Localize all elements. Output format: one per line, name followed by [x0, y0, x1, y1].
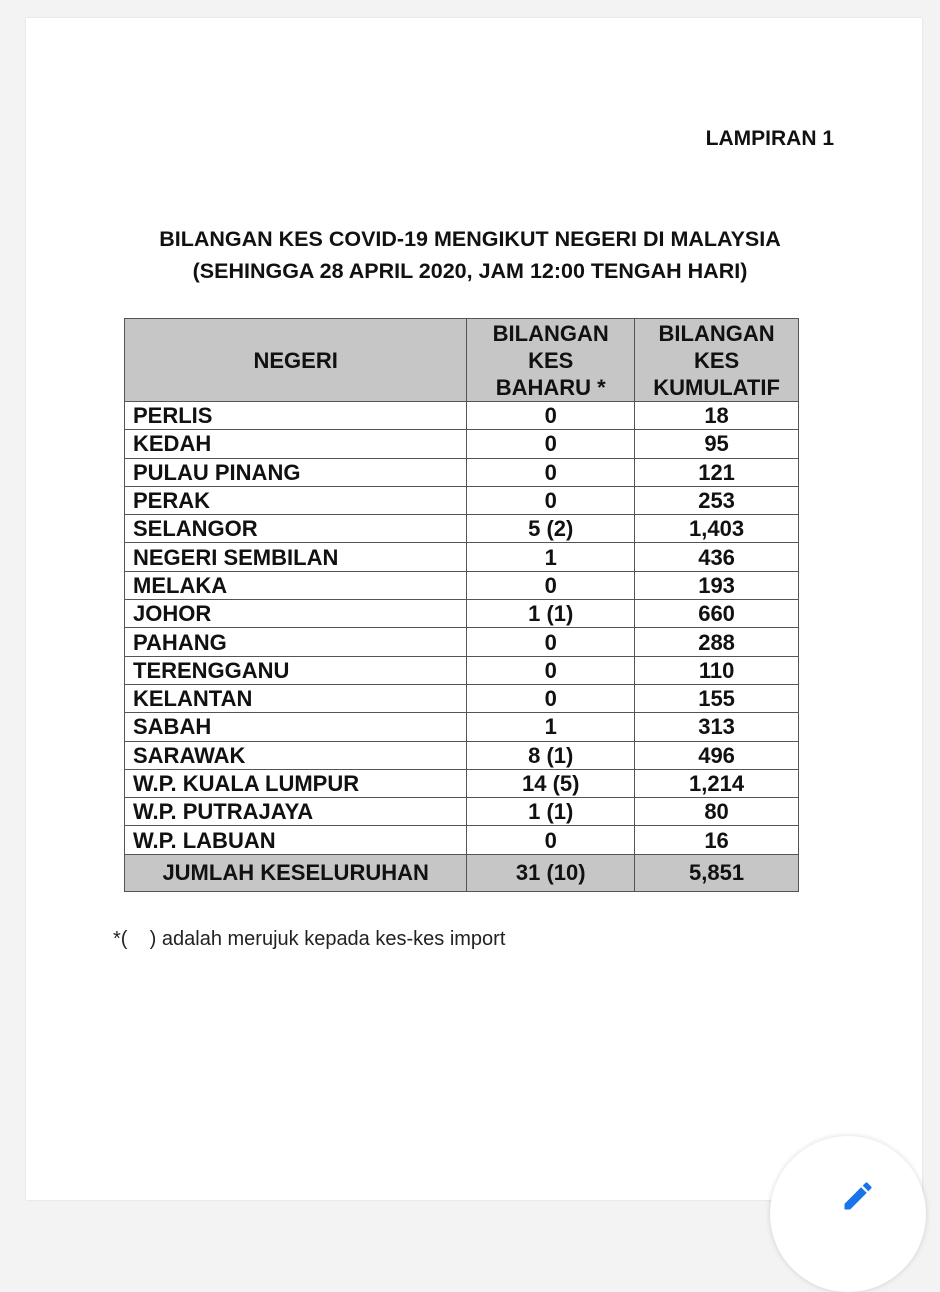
table-row: [125, 826, 799, 854]
table-row: [125, 430, 799, 458]
header-kes-kumulatif-line: BILANGAN: [658, 320, 775, 346]
footnote: *( ) adalah merujuk kepada kes-kes import: [113, 928, 506, 950]
table-row: [125, 741, 799, 769]
cell-baharu: 0: [467, 684, 635, 712]
header-kes-baharu-line: BILANGAN: [492, 320, 609, 346]
table-row: [125, 515, 799, 543]
cell-negeri: MELAKA: [125, 571, 467, 599]
cell-baharu: 1 (1): [467, 600, 635, 628]
document-title: [0, 223, 940, 287]
cell-kumulatif: 18: [635, 402, 799, 430]
header-kes-baharu: [467, 319, 635, 402]
cell-baharu: 1 (1): [467, 798, 635, 826]
cell-baharu: 0: [467, 402, 635, 430]
cell-baharu: 5 (2): [467, 515, 635, 543]
cell-kumulatif: 193: [635, 571, 799, 599]
table-row: [125, 628, 799, 656]
cell-negeri: W.P. PUTRAJAYA: [125, 798, 467, 826]
edit-pencil-icon: [840, 1178, 876, 1214]
cell-kumulatif: 1,214: [635, 769, 799, 797]
table-row: [125, 571, 799, 599]
cell-kumulatif: 436: [635, 543, 799, 571]
cell-negeri: W.P. KUALA LUMPUR: [125, 769, 467, 797]
table-row: [125, 713, 799, 741]
cell-negeri: TERENGGANU: [125, 656, 467, 684]
table-row: [125, 543, 799, 571]
cell-kumulatif: 16: [635, 826, 799, 854]
cell-baharu: 8 (1): [467, 741, 635, 769]
cell-baharu: 1: [467, 543, 635, 571]
table-total-row: [125, 854, 799, 891]
cell-negeri: PERAK: [125, 486, 467, 514]
cell-negeri: SABAH: [125, 713, 467, 741]
cell-baharu: 0: [467, 628, 635, 656]
cell-negeri: PULAU PINANG: [125, 458, 467, 486]
header-kes-baharu-line: KES: [528, 347, 574, 373]
cell-baharu: 0: [467, 458, 635, 486]
cell-kumulatif: 95: [635, 430, 799, 458]
table-row: [125, 769, 799, 797]
cell-kumulatif: 1,403: [635, 515, 799, 543]
table-row: [125, 656, 799, 684]
table-row: [125, 402, 799, 430]
cell-kumulatif: 80: [635, 798, 799, 826]
cases-table: [124, 318, 799, 892]
table-body: [125, 402, 799, 892]
cell-kumulatif: 288: [635, 628, 799, 656]
table-header-row: [125, 319, 799, 402]
title-line-1: BILANGAN KES COVID-19 MENGIKUT NEGERI DI MALAYSIA: [159, 227, 781, 251]
cell-kumulatif: 121: [635, 458, 799, 486]
cell-negeri: SELANGOR: [125, 515, 467, 543]
cell-kumulatif: 110: [635, 656, 799, 684]
title-line-2: (SEHINGGA 28 APRIL 2020, JAM 12:00 TENGAH HARI): [192, 259, 748, 283]
table-row: [125, 684, 799, 712]
edit-fab-button[interactable]: [770, 1136, 926, 1292]
header-kes-kumulatif: [635, 319, 799, 402]
cell-negeri: KELANTAN: [125, 684, 467, 712]
lampiran-label: LAMPIRAN 1: [705, 127, 834, 150]
cell-negeri: PAHANG: [125, 628, 467, 656]
table-row: [125, 798, 799, 826]
cell-baharu: 0: [467, 486, 635, 514]
cell-negeri: NEGERI SEMBILAN: [125, 543, 467, 571]
cell-baharu: 0: [467, 571, 635, 599]
table-row: [125, 458, 799, 486]
total-baharu: 31 (10): [467, 854, 635, 891]
table-row: [125, 600, 799, 628]
header-negeri: NEGERI: [125, 319, 467, 402]
cell-negeri: JOHOR: [125, 600, 467, 628]
cell-baharu: 0: [467, 430, 635, 458]
cell-negeri: SARAWAK: [125, 741, 467, 769]
header-kes-baharu-line: BAHARU *: [495, 374, 606, 400]
header-kes-kumulatif-line: KES: [693, 347, 740, 373]
cell-negeri: PERLIS: [125, 402, 467, 430]
table-row: [125, 486, 799, 514]
cell-negeri: W.P. LABUAN: [125, 826, 467, 854]
cell-baharu: 1: [467, 713, 635, 741]
total-kumulatif: 5,851: [635, 854, 799, 891]
cell-baharu: 0: [467, 656, 635, 684]
cell-kumulatif: 496: [635, 741, 799, 769]
cell-kumulatif: 660: [635, 600, 799, 628]
cell-kumulatif: 253: [635, 486, 799, 514]
total-negeri: JUMLAH KESELURUHAN: [125, 854, 467, 891]
cell-kumulatif: 155: [635, 684, 799, 712]
header-kes-kumulatif-line: KUMULATIF: [653, 374, 780, 400]
cell-negeri: KEDAH: [125, 430, 467, 458]
cell-baharu: 0: [467, 826, 635, 854]
cell-baharu: 14 (5): [467, 769, 635, 797]
cell-kumulatif: 313: [635, 713, 799, 741]
